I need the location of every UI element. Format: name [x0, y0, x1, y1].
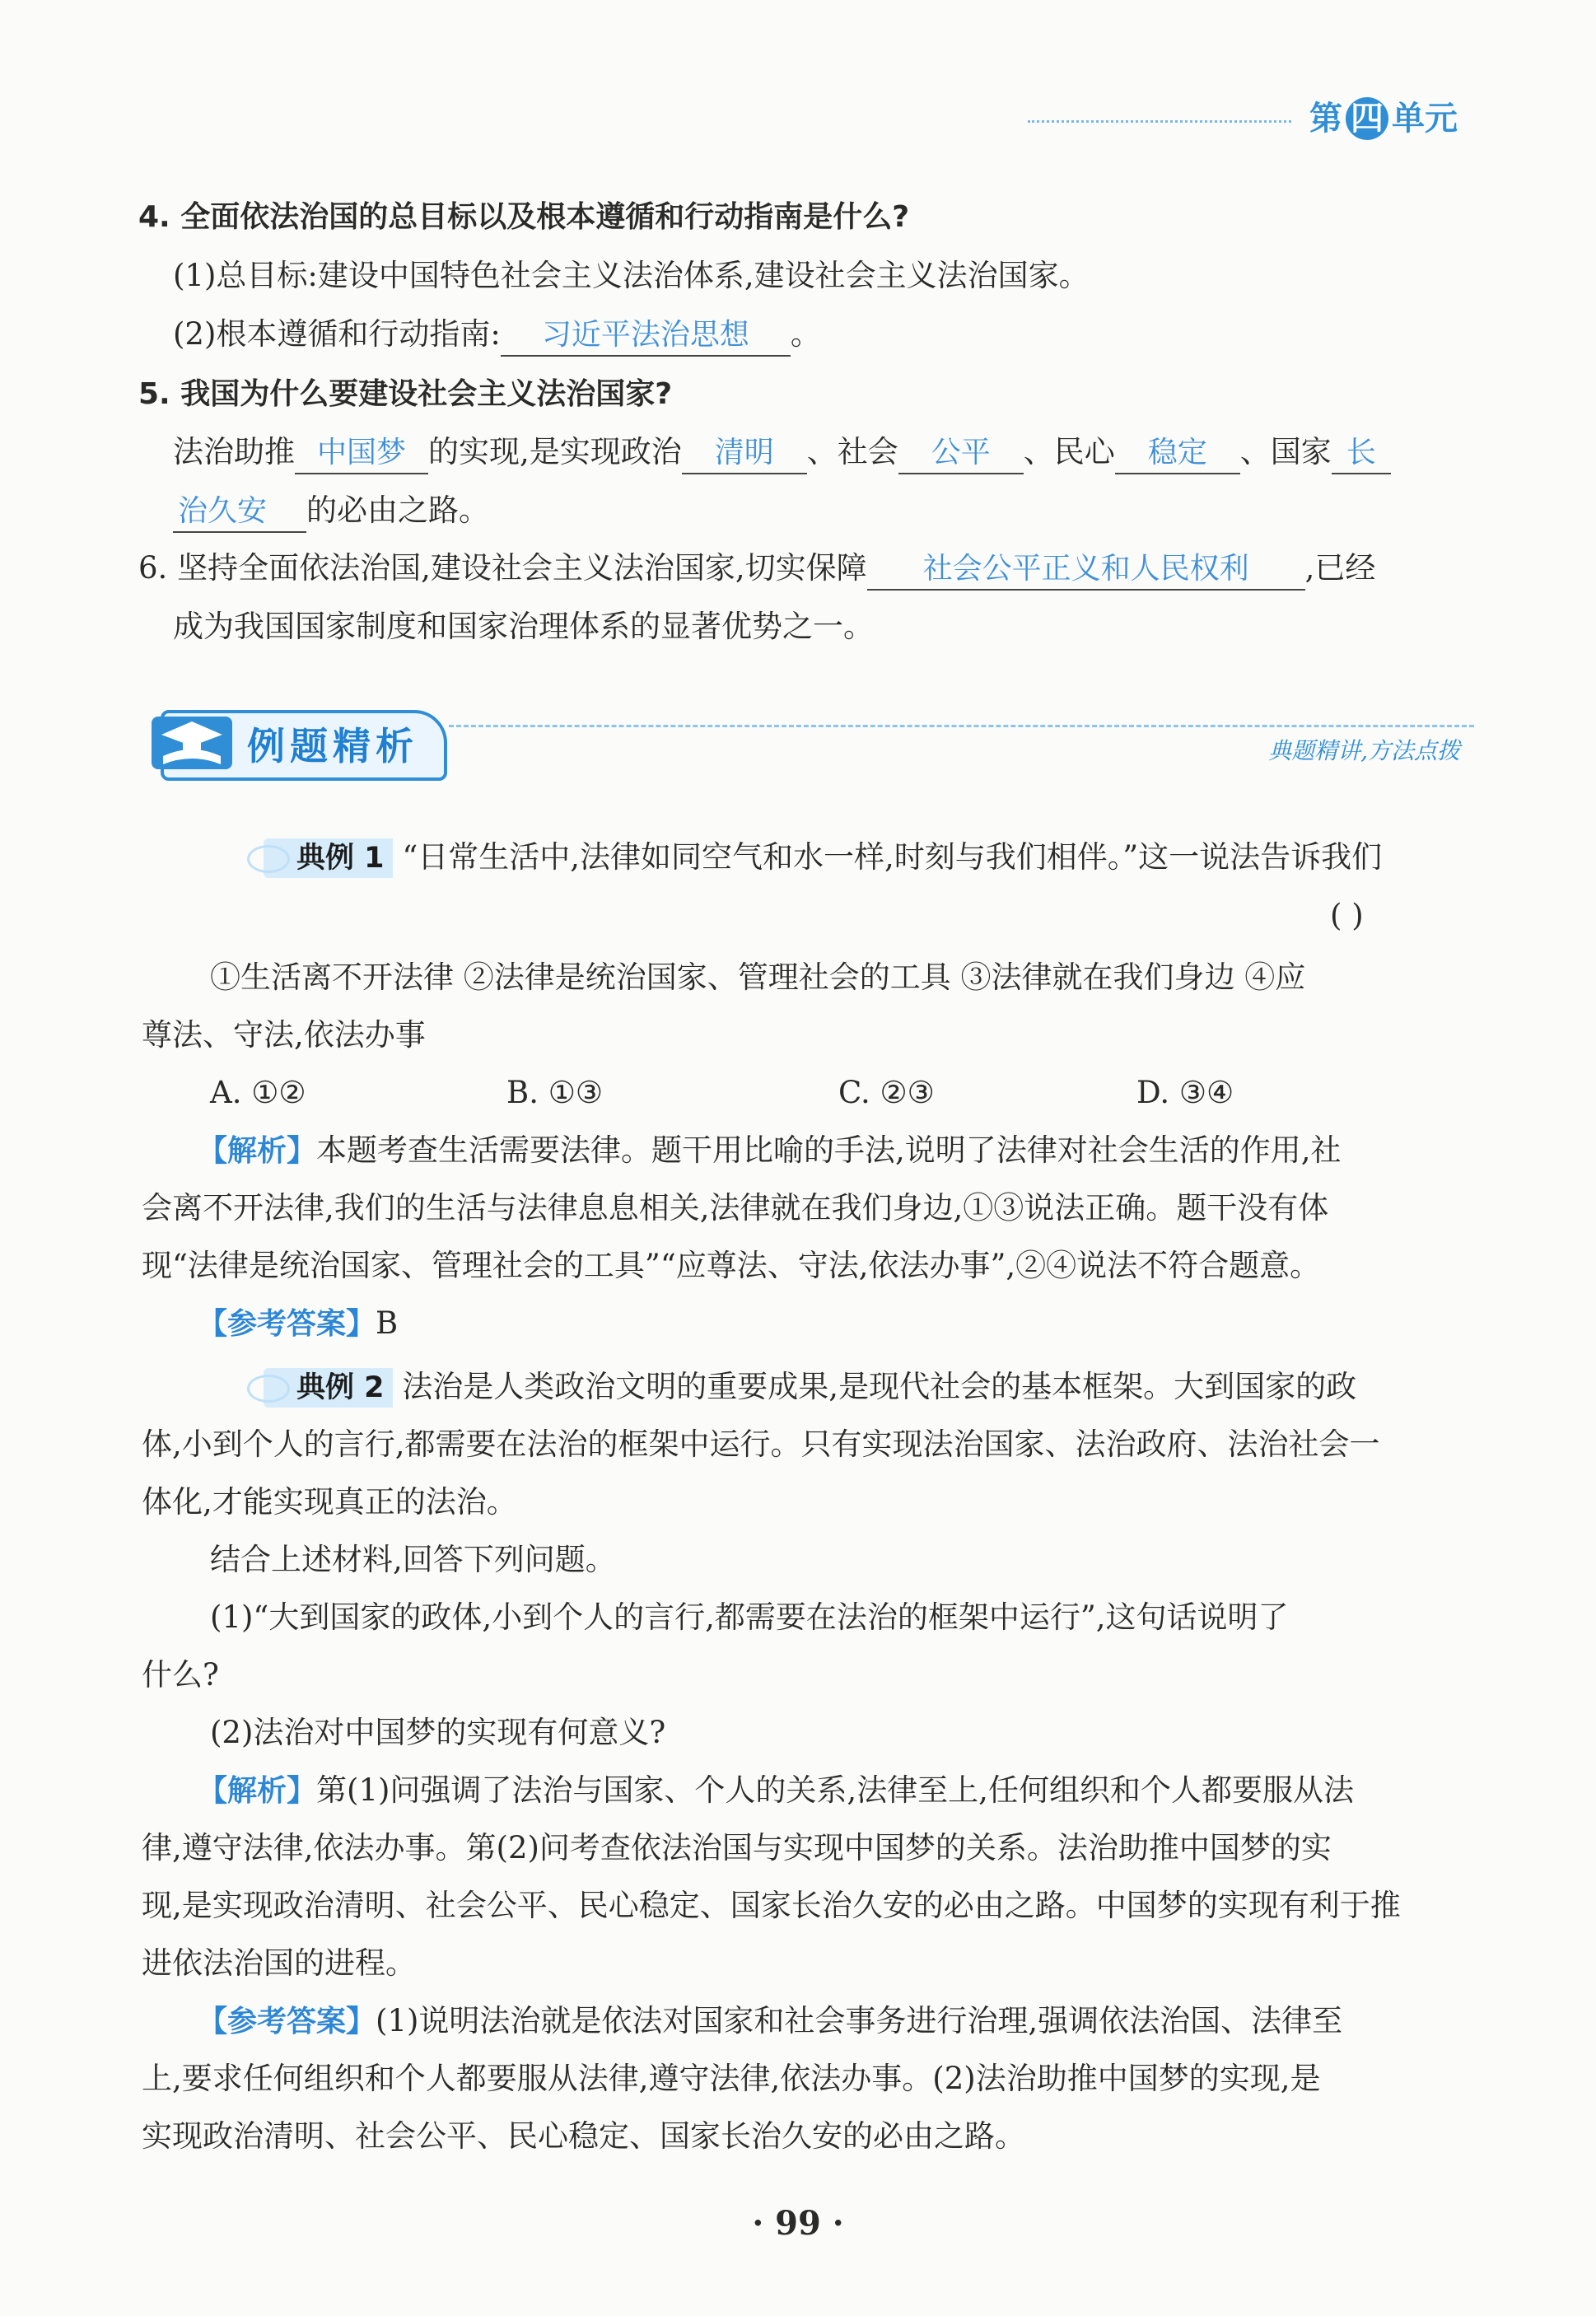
header-rule [1028, 120, 1291, 123]
graduation-book-icon [147, 710, 237, 776]
ex2-answer-line1: 【参考答案】(1)说明法治就是依法对国家和社会事务进行治理,强调依法治国、法律至 [198, 2003, 1343, 2038]
section-rule [449, 725, 1474, 727]
ex1-choice-d: D. ③④ [1136, 1075, 1234, 1110]
ex1-choice-b: B. ①③ [506, 1075, 604, 1110]
ex2-question1: (1)“大到国家的政体,小到个人的言行,都需要在法治的框架中运行”,这句话说明了 [210, 1599, 1289, 1635]
q5-blank3: 公平 [898, 433, 1024, 474]
q4-line1: (1)总目标:建设中国特色社会主义法治体系,建设社会主义法治国家。 [173, 258, 1090, 293]
page-number: · 99 · [752, 2204, 844, 2243]
section-title: 例题精析 [247, 724, 418, 768]
q4-title: 4. 全面依法治国的总目标以及根本遵循和行动指南是什么? [138, 200, 910, 234]
ex1-stem-line [264, 838, 1382, 878]
q4-answer: 习近平法治思想 [501, 315, 791, 357]
ex2-analysis-line3: 现,是实现政治清明、社会公平、民心稳定、国家长治久安的必由之路。中国梦的实现有利于推 [142, 1888, 1401, 1923]
q5-blank5b: 治久安 [173, 492, 306, 533]
ex2-prompt: 结合上述材料,回答下列问题。 [210, 1542, 616, 1577]
q5-line1: 法治助推 中国梦 的实现,是实现政治 清明 、社会 公平 、民心 稳定 、国家 长 [173, 432, 1391, 474]
q6-line1: 6. 坚持全面依法治国,建设社会主义法治国家,切实保障 社会公平正义和人民权利 ,已经 [138, 549, 1375, 591]
ex2-answer-line3: 实现政治清明、社会公平、民心稳定、国家长治久安的必由之路。 [142, 2118, 1025, 2154]
ex2-question1-cont: 什么? [142, 1657, 219, 1693]
ex2-question2: (2)法治对中国梦的实现有何意义? [210, 1715, 666, 1750]
ex2-analysis-line4: 进依法治国的进程。 [142, 1945, 416, 1981]
q5-line2: 治久安 的必由之路。 [173, 491, 489, 533]
q6-line2: 成为我国国家制度和国家治理体系的显著优势之一。 [173, 609, 874, 644]
ex1-paren: ( ) [1330, 898, 1364, 933]
q5-blank2: 清明 [682, 433, 807, 474]
ex2-analysis-line1: 【解析】第(1)问强调了法治与国家、个人的关系,法律至上,任何组织和个人都要服从法 [198, 1772, 1354, 1808]
q5-blank1: 中国梦 [295, 433, 428, 474]
ex1-stem: “日常生活中,法律如同空气和水一样,时刻与我们相伴。”这一说法告诉我们 [402, 839, 1383, 875]
ex1-tag: 典例 1 [264, 838, 393, 878]
ex1-choice-a: A. ①② [210, 1075, 306, 1110]
q4-line2: (2)根本遵循和行动指南: 习近平法治思想 。 [173, 315, 821, 357]
ex1-answer: 【参考答案】B [198, 1305, 399, 1341]
unit-label: 第 四 单元 [1309, 92, 1458, 140]
ex1-choice-c: C. ②③ [838, 1075, 935, 1110]
section-subtitle: 典题精讲,方法点拨 [1268, 737, 1460, 764]
q5-blank4: 稳定 [1115, 433, 1240, 474]
ex2-answer-line2: 上,要求任何组织和个人都要服从法律,遵守法律,依法办事。(2)法治助推中国梦的实现,是 [142, 2061, 1321, 2096]
ex2-line2: 体,小到个人的言行,都需要在法治的框架中运行。只有实现法治国家、法治政府、法治社会一 [142, 1426, 1380, 1462]
q5-blank5a: 长 [1332, 433, 1391, 474]
ex2-line3: 体化,才能实现真正的法治。 [142, 1484, 517, 1520]
ex2-analysis-line2: 律,遵守法律,依法办事。第(2)问考查依法治国与实现中国梦的关系。法治助推中国梦的实 [142, 1830, 1332, 1865]
q6-blank: 社会公平正义和人民权利 [867, 549, 1305, 591]
ex1-analysis-line3: 现“法律是统治国家、管理社会的工具”“应尊法、守法,依法办事”,②④说法不符合题意。 [142, 1248, 1321, 1283]
q5-title: 5. 我国为什么要建设社会主义法治国家? [138, 377, 673, 411]
ex2-tag: 典例 2 [264, 1368, 393, 1408]
ex1-analysis-line1: 【解析】本题考查生活需要法律。题干用比喻的手法,说明了法律对社会生活的作用,社 [198, 1132, 1342, 1168]
ex1-options-line2: 尊法、守法,依法办事 [142, 1017, 426, 1053]
ex2-line1: 典例 2 法治是人类政治文明的重要成果,是现代社会的基本框架。大到国家的政 [264, 1367, 1356, 1408]
ex1-analysis-line2: 会离不开法律,我们的生活与法律息息相关,法律就在我们身边,①③说法正确。题干没有体 [142, 1190, 1329, 1226]
ex1-options-line1: ①生活离不开法律 ②法律是统治国家、管理社会的工具 ③法律就在我们身边 ④应 [210, 960, 1306, 995]
